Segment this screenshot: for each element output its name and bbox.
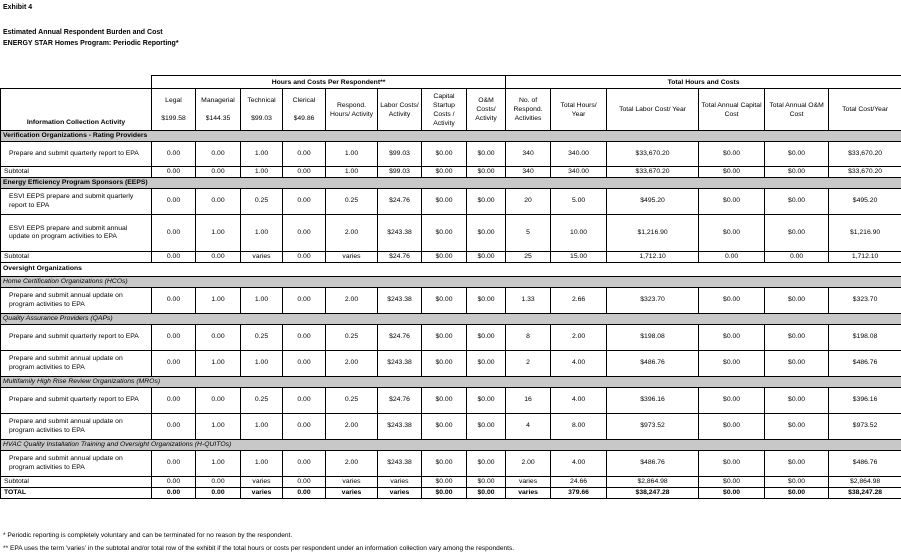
total-cost-cell: $396.16 (829, 388, 901, 414)
labor-costs-cell: $24.76 (378, 388, 422, 414)
total-om-cell: $0.00 (765, 167, 829, 178)
total-om-cell: $0.00 (765, 451, 829, 477)
clerical-cell: 0.00 (283, 142, 326, 167)
total-hours-cell: 15.00 (551, 252, 607, 263)
respond-hours-cell: varies (326, 488, 378, 499)
clerical-col-header: Clerical $49.86 (283, 89, 326, 131)
capital-costs-cell: $0.00 (422, 451, 467, 477)
total-labor-cell: $1,216.90 (607, 215, 699, 252)
total-labor-cell: $2,864.98 (607, 477, 699, 488)
labor-costs-cell: $243.38 (378, 414, 422, 440)
table-row (1, 414, 901, 440)
table-row (1, 215, 901, 252)
capital-costs-cell: $0.00 (422, 414, 467, 440)
section-row (1, 178, 901, 189)
labor-costs-cell: varies (378, 488, 422, 499)
total-cost-cell: 1,712.10 (829, 252, 901, 263)
table-row (1, 451, 901, 477)
respond-hours-cell: 2.00 (326, 288, 378, 314)
total-cost-cell: $973.52 (829, 414, 901, 440)
section-eeps: Energy Efficiency Program Sponsors (EEPS) (1, 178, 901, 189)
total-cost-cell: $33,670.20 (829, 142, 901, 167)
labor-costs-col-header: Labor Costs/ Activity (378, 89, 422, 131)
legal-cell: 0.00 (152, 351, 196, 377)
exhibit-title: Estimated Annual Respondent Burden and Cost (3, 29, 163, 36)
num-respond-cell: 2.00 (506, 451, 551, 477)
total-cost-col-header: Total Cost/Year (829, 89, 901, 131)
total-labor-col-header: Total Labor Cost/ Year (607, 89, 699, 131)
managerial-cell: 0.00 (196, 388, 241, 414)
total-labor-cell: $973.52 (607, 414, 699, 440)
total-capital-cell: $0.00 (699, 488, 765, 499)
total-labor-cell: $486.76 (607, 451, 699, 477)
total-capital-cell: $0.00 (699, 477, 765, 488)
total-om-cell: $0.00 (765, 189, 829, 215)
section-oversight: Oversight Organizations (1, 263, 901, 277)
table-row (1, 477, 901, 488)
total-om-cell: $0.00 (765, 215, 829, 252)
total-om-cell: $0.00 (765, 288, 829, 314)
clerical-cell: 0.00 (283, 167, 326, 178)
om-costs-cell: $0.00 (467, 351, 506, 377)
activity-cell: Prepare and submit annual update on program activities to EPA (1, 288, 152, 314)
respond-hours-cell: 2.00 (326, 414, 378, 440)
activity-cell: Subtotal (1, 167, 152, 178)
total-cost-cell: $2,864.98 (829, 477, 901, 488)
total-cost-cell: $198.08 (829, 325, 901, 351)
total-labor-cell: $198.08 (607, 325, 699, 351)
managerial-col-header: Managerial $144.35 (196, 89, 241, 131)
total-hours-cell: 340.00 (551, 167, 607, 178)
total-om-cell: $0.00 (765, 142, 829, 167)
total-capital-cell: $0.00 (699, 414, 765, 440)
clerical-cell: 0.00 (283, 252, 326, 263)
section-row (1, 131, 901, 142)
capital-costs-cell: $0.00 (422, 189, 467, 215)
activity-cell: Prepare and submit annual update on program activities to EPA (1, 351, 152, 377)
num-respond-cell: 340 (506, 142, 551, 167)
technical-cell: 1.00 (241, 142, 283, 167)
labor-costs-cell: $243.38 (378, 215, 422, 252)
table-row (1, 388, 901, 414)
activity-cell: TOTAL (1, 488, 152, 499)
total-labor-cell: $33,670.20 (607, 142, 699, 167)
table-row (1, 351, 901, 377)
labor-costs-cell: $243.38 (378, 451, 422, 477)
capital-costs-cell: $0.00 (422, 167, 467, 178)
total-capital-cell: $0.00 (699, 388, 765, 414)
legal-cell: 0.00 (152, 189, 196, 215)
total-cost-cell: $323.70 (829, 288, 901, 314)
legal-cell: 0.00 (152, 252, 196, 263)
total-labor-cell: $33,670.20 (607, 167, 699, 178)
activity-cell: Prepare and submit quarterly report to EPA (1, 325, 152, 351)
footnote-1: * Periodic reporting is completely voluntary and can be terminated for no reason by the respondent. (3, 532, 293, 539)
managerial-cell: 0.00 (196, 142, 241, 167)
total-labor-cell: $323.70 (607, 288, 699, 314)
clerical-cell: 0.00 (283, 325, 326, 351)
total-hours-cell: 24.66 (551, 477, 607, 488)
activity-cell: Prepare and submit annual update on program activities to EPA (1, 414, 152, 440)
total-hours-cell: 2.00 (551, 325, 607, 351)
total-om-cell: 0.00 (765, 252, 829, 263)
total-capital-cell: $0.00 (699, 325, 765, 351)
clerical-cell: 0.00 (283, 189, 326, 215)
clerical-cell: 0.00 (283, 288, 326, 314)
legal-col-header: Legal $199.58 (152, 89, 196, 131)
legal-cell: 0.00 (152, 215, 196, 252)
legal-cell: 0.00 (152, 388, 196, 414)
total-capital-col-header: Total Annual Capital Cost (699, 89, 765, 131)
burden-table (0, 75, 901, 499)
total-hours-cell: 8.00 (551, 414, 607, 440)
managerial-cell: 1.00 (196, 215, 241, 252)
respond-hours-cell: 2.00 (326, 451, 378, 477)
subsection-row (1, 314, 901, 325)
managerial-cell: 0.00 (196, 488, 241, 499)
om-costs-cell: $0.00 (467, 189, 506, 215)
total-hours-cell: 2.66 (551, 288, 607, 314)
technical-cell: 0.25 (241, 388, 283, 414)
technical-cell: varies (241, 252, 283, 263)
labor-costs-cell: $99.03 (378, 142, 422, 167)
om-costs-cell: $0.00 (467, 215, 506, 252)
activity-cell: Prepare and submit quarterly report to EPA (1, 142, 152, 167)
table-row (1, 288, 901, 314)
total-om-col-header: Total Annual O&M Cost (765, 89, 829, 131)
total-om-cell: $0.00 (765, 488, 829, 499)
activity-cell: ESVI EEPS prepare and submit annual update on program activities to EPA (1, 215, 152, 252)
legal-cell: 0.00 (152, 325, 196, 351)
respond-hours-cell: varies (326, 252, 378, 263)
om-costs-cell: $0.00 (467, 488, 506, 499)
clerical-cell: 0.00 (283, 477, 326, 488)
legal-cell: 0.00 (152, 167, 196, 178)
total-hours-cell: 5.00 (551, 189, 607, 215)
num-respond-cell: 16 (506, 388, 551, 414)
total-labor-cell: $495.20 (607, 189, 699, 215)
technical-cell: 0.25 (241, 325, 283, 351)
capital-costs-cell: $0.00 (422, 215, 467, 252)
capital-costs-col-header: Capital Startup Costs / Activity (422, 89, 467, 131)
table-row (1, 252, 901, 263)
total-capital-cell: $0.00 (699, 142, 765, 167)
technical-cell: varies (241, 488, 283, 499)
total-om-cell: $0.00 (765, 477, 829, 488)
capital-costs-cell: $0.00 (422, 325, 467, 351)
total-capital-cell: $0.00 (699, 288, 765, 314)
capital-costs-cell: $0.00 (422, 142, 467, 167)
labor-costs-cell: $243.38 (378, 351, 422, 377)
respond-hours-cell: 0.25 (326, 388, 378, 414)
total-labor-cell: 1,712.10 (607, 252, 699, 263)
om-costs-cell: $0.00 (467, 325, 506, 351)
section-verification: Verification Organizations - Rating Providers (1, 131, 901, 142)
technical-cell: 1.00 (241, 351, 283, 377)
managerial-cell: 0.00 (196, 252, 241, 263)
labor-costs-cell: $24.76 (378, 252, 422, 263)
total-capital-cell: $0.00 (699, 451, 765, 477)
total-labor-cell: $38,247.28 (607, 488, 699, 499)
labor-costs-cell: varies (378, 477, 422, 488)
clerical-cell: 0.00 (283, 488, 326, 499)
activity-cell: Prepare and submit annual update on program activities to EPA (1, 451, 152, 477)
clerical-cell: 0.00 (283, 414, 326, 440)
total-cost-cell: $38,247.28 (829, 488, 901, 499)
legal-cell: 0.00 (152, 477, 196, 488)
activity-cell: Subtotal (1, 252, 152, 263)
technical-cell: 1.00 (241, 167, 283, 178)
clerical-cell: 0.00 (283, 451, 326, 477)
activity-cell: Prepare and submit quarterly report to EPA (1, 388, 152, 414)
respond-hours-cell: 0.25 (326, 325, 378, 351)
labor-costs-cell: $24.76 (378, 189, 422, 215)
total-group-header: Total Hours and Costs (506, 76, 901, 89)
technical-cell: 1.00 (241, 288, 283, 314)
managerial-cell: 0.00 (196, 477, 241, 488)
technical-cell: 0.25 (241, 189, 283, 215)
technical-cell: 1.00 (241, 451, 283, 477)
labor-costs-cell: $243.38 (378, 288, 422, 314)
total-cost-cell: $1,216.90 (829, 215, 901, 252)
managerial-cell: 1.00 (196, 288, 241, 314)
total-om-cell: $0.00 (765, 325, 829, 351)
total-hours-col-header: Total Hours/ Year (551, 89, 607, 131)
activity-cell: Subtotal (1, 477, 152, 488)
per-respondent-group-header: Hours and Costs Per Respondent** (152, 76, 506, 89)
total-capital-cell: 0.00 (699, 252, 765, 263)
total-labor-cell: $396.16 (607, 388, 699, 414)
exhibit-label: Exhibit 4 (3, 4, 33, 11)
activity-col-header: Information Collection Activity (1, 89, 152, 131)
total-cost-cell: $486.76 (829, 351, 901, 377)
om-costs-cell: $0.00 (467, 388, 506, 414)
technical-cell: varies (241, 477, 283, 488)
technical-cell: 1.00 (241, 414, 283, 440)
respond-hours-cell: 1.00 (326, 167, 378, 178)
labor-costs-cell: $24.76 (378, 325, 422, 351)
capital-costs-cell: $0.00 (422, 351, 467, 377)
total-hours-cell: 4.00 (551, 351, 607, 377)
technical-col-header: Technical $99.03 (241, 89, 283, 131)
total-capital-cell: $0.00 (699, 351, 765, 377)
table-row (1, 325, 901, 351)
managerial-cell: 0.00 (196, 189, 241, 215)
respond-hours-cell: 0.25 (326, 189, 378, 215)
respond-hours-cell: 2.00 (326, 351, 378, 377)
num-respond-cell: 20 (506, 189, 551, 215)
total-row (1, 488, 901, 499)
num-respond-cell: 25 (506, 252, 551, 263)
group-header-row (1, 76, 901, 89)
om-costs-cell: $0.00 (467, 451, 506, 477)
blank-corner (1, 76, 152, 89)
total-om-cell: $0.00 (765, 388, 829, 414)
subsection-row (1, 440, 901, 451)
clerical-cell: 0.00 (283, 388, 326, 414)
num-respond-cell: 8 (506, 325, 551, 351)
om-costs-cell: $0.00 (467, 142, 506, 167)
total-om-cell: $0.00 (765, 351, 829, 377)
total-capital-cell: $0.00 (699, 189, 765, 215)
subsection-mro: Multifamily High Rise Review Organizations (MROs) (1, 377, 901, 388)
footnote-2: ** EPA uses the term 'varies' in the subtotal and/or total row of the exhibit if the total hours or costs per respondent under an information collection vary among the respondents. (3, 545, 515, 552)
subsection-row (1, 377, 901, 388)
respond-hours-cell: 1.00 (326, 142, 378, 167)
column-header-row (1, 89, 901, 131)
respond-hours-cell: varies (326, 477, 378, 488)
total-hours-cell: 4.00 (551, 388, 607, 414)
legal-cell: 0.00 (152, 488, 196, 499)
legal-cell: 0.00 (152, 414, 196, 440)
capital-costs-cell: $0.00 (422, 388, 467, 414)
total-hours-cell: 379.66 (551, 488, 607, 499)
managerial-cell: 1.00 (196, 451, 241, 477)
total-cost-cell: $495.20 (829, 189, 901, 215)
capital-costs-cell: $0.00 (422, 288, 467, 314)
subsection-row (1, 277, 901, 288)
num-respond-cell: 4 (506, 414, 551, 440)
legal-cell: 0.00 (152, 142, 196, 167)
activity-cell: ESVI EEPS prepare and submit quarterly report to EPA (1, 189, 152, 215)
num-respond-col-header: No. of Respond. Activities (506, 89, 551, 131)
om-costs-cell: $0.00 (467, 414, 506, 440)
total-cost-cell: $33,670.20 (829, 167, 901, 178)
table-row (1, 142, 901, 167)
num-respond-cell: 340 (506, 167, 551, 178)
labor-costs-cell: $99.03 (378, 167, 422, 178)
table-row (1, 189, 901, 215)
capital-costs-cell: $0.00 (422, 252, 467, 263)
respond-hours-cell: 2.00 (326, 215, 378, 252)
managerial-cell: 1.00 (196, 351, 241, 377)
total-hours-cell: 10.00 (551, 215, 607, 252)
om-costs-col-header: O&M Costs/ Activity (467, 89, 506, 131)
om-costs-cell: $0.00 (467, 167, 506, 178)
table-row (1, 167, 901, 178)
num-respond-cell: varies (506, 477, 551, 488)
total-capital-cell: $0.00 (699, 167, 765, 178)
total-hours-cell: 340.00 (551, 142, 607, 167)
technical-cell: 1.00 (241, 215, 283, 252)
om-costs-cell: $0.00 (467, 288, 506, 314)
legal-cell: 0.00 (152, 451, 196, 477)
num-respond-cell: varies (506, 488, 551, 499)
om-costs-cell: $0.00 (467, 477, 506, 488)
num-respond-cell: 5 (506, 215, 551, 252)
clerical-cell: 0.00 (283, 351, 326, 377)
capital-costs-cell: $0.00 (422, 477, 467, 488)
exhibit-subtitle: ENERGY STAR Homes Program: Periodic Reporting* (3, 40, 179, 47)
section-row (1, 263, 901, 277)
subsection-qap: Quality Assurance Providers (QAPs) (1, 314, 901, 325)
total-capital-cell: $0.00 (699, 215, 765, 252)
total-labor-cell: $486.76 (607, 351, 699, 377)
total-hours-cell: 4.00 (551, 451, 607, 477)
managerial-cell: 1.00 (196, 414, 241, 440)
num-respond-cell: 1.33 (506, 288, 551, 314)
managerial-cell: 0.00 (196, 167, 241, 178)
respond-hours-col-header: Respond. Hours/ Activity (326, 89, 378, 131)
subsection-hco: Home Certification Organizations (HCOs) (1, 277, 901, 288)
clerical-cell: 0.00 (283, 215, 326, 252)
capital-costs-cell: $0.00 (422, 488, 467, 499)
managerial-cell: 0.00 (196, 325, 241, 351)
om-costs-cell: $0.00 (467, 252, 506, 263)
legal-cell: 0.00 (152, 288, 196, 314)
total-om-cell: $0.00 (765, 414, 829, 440)
subsection-hquito: HVAC Quality Installation Training and Oversight Organizations (H-QUITOs) (1, 440, 901, 451)
total-cost-cell: $486.76 (829, 451, 901, 477)
num-respond-cell: 2 (506, 351, 551, 377)
